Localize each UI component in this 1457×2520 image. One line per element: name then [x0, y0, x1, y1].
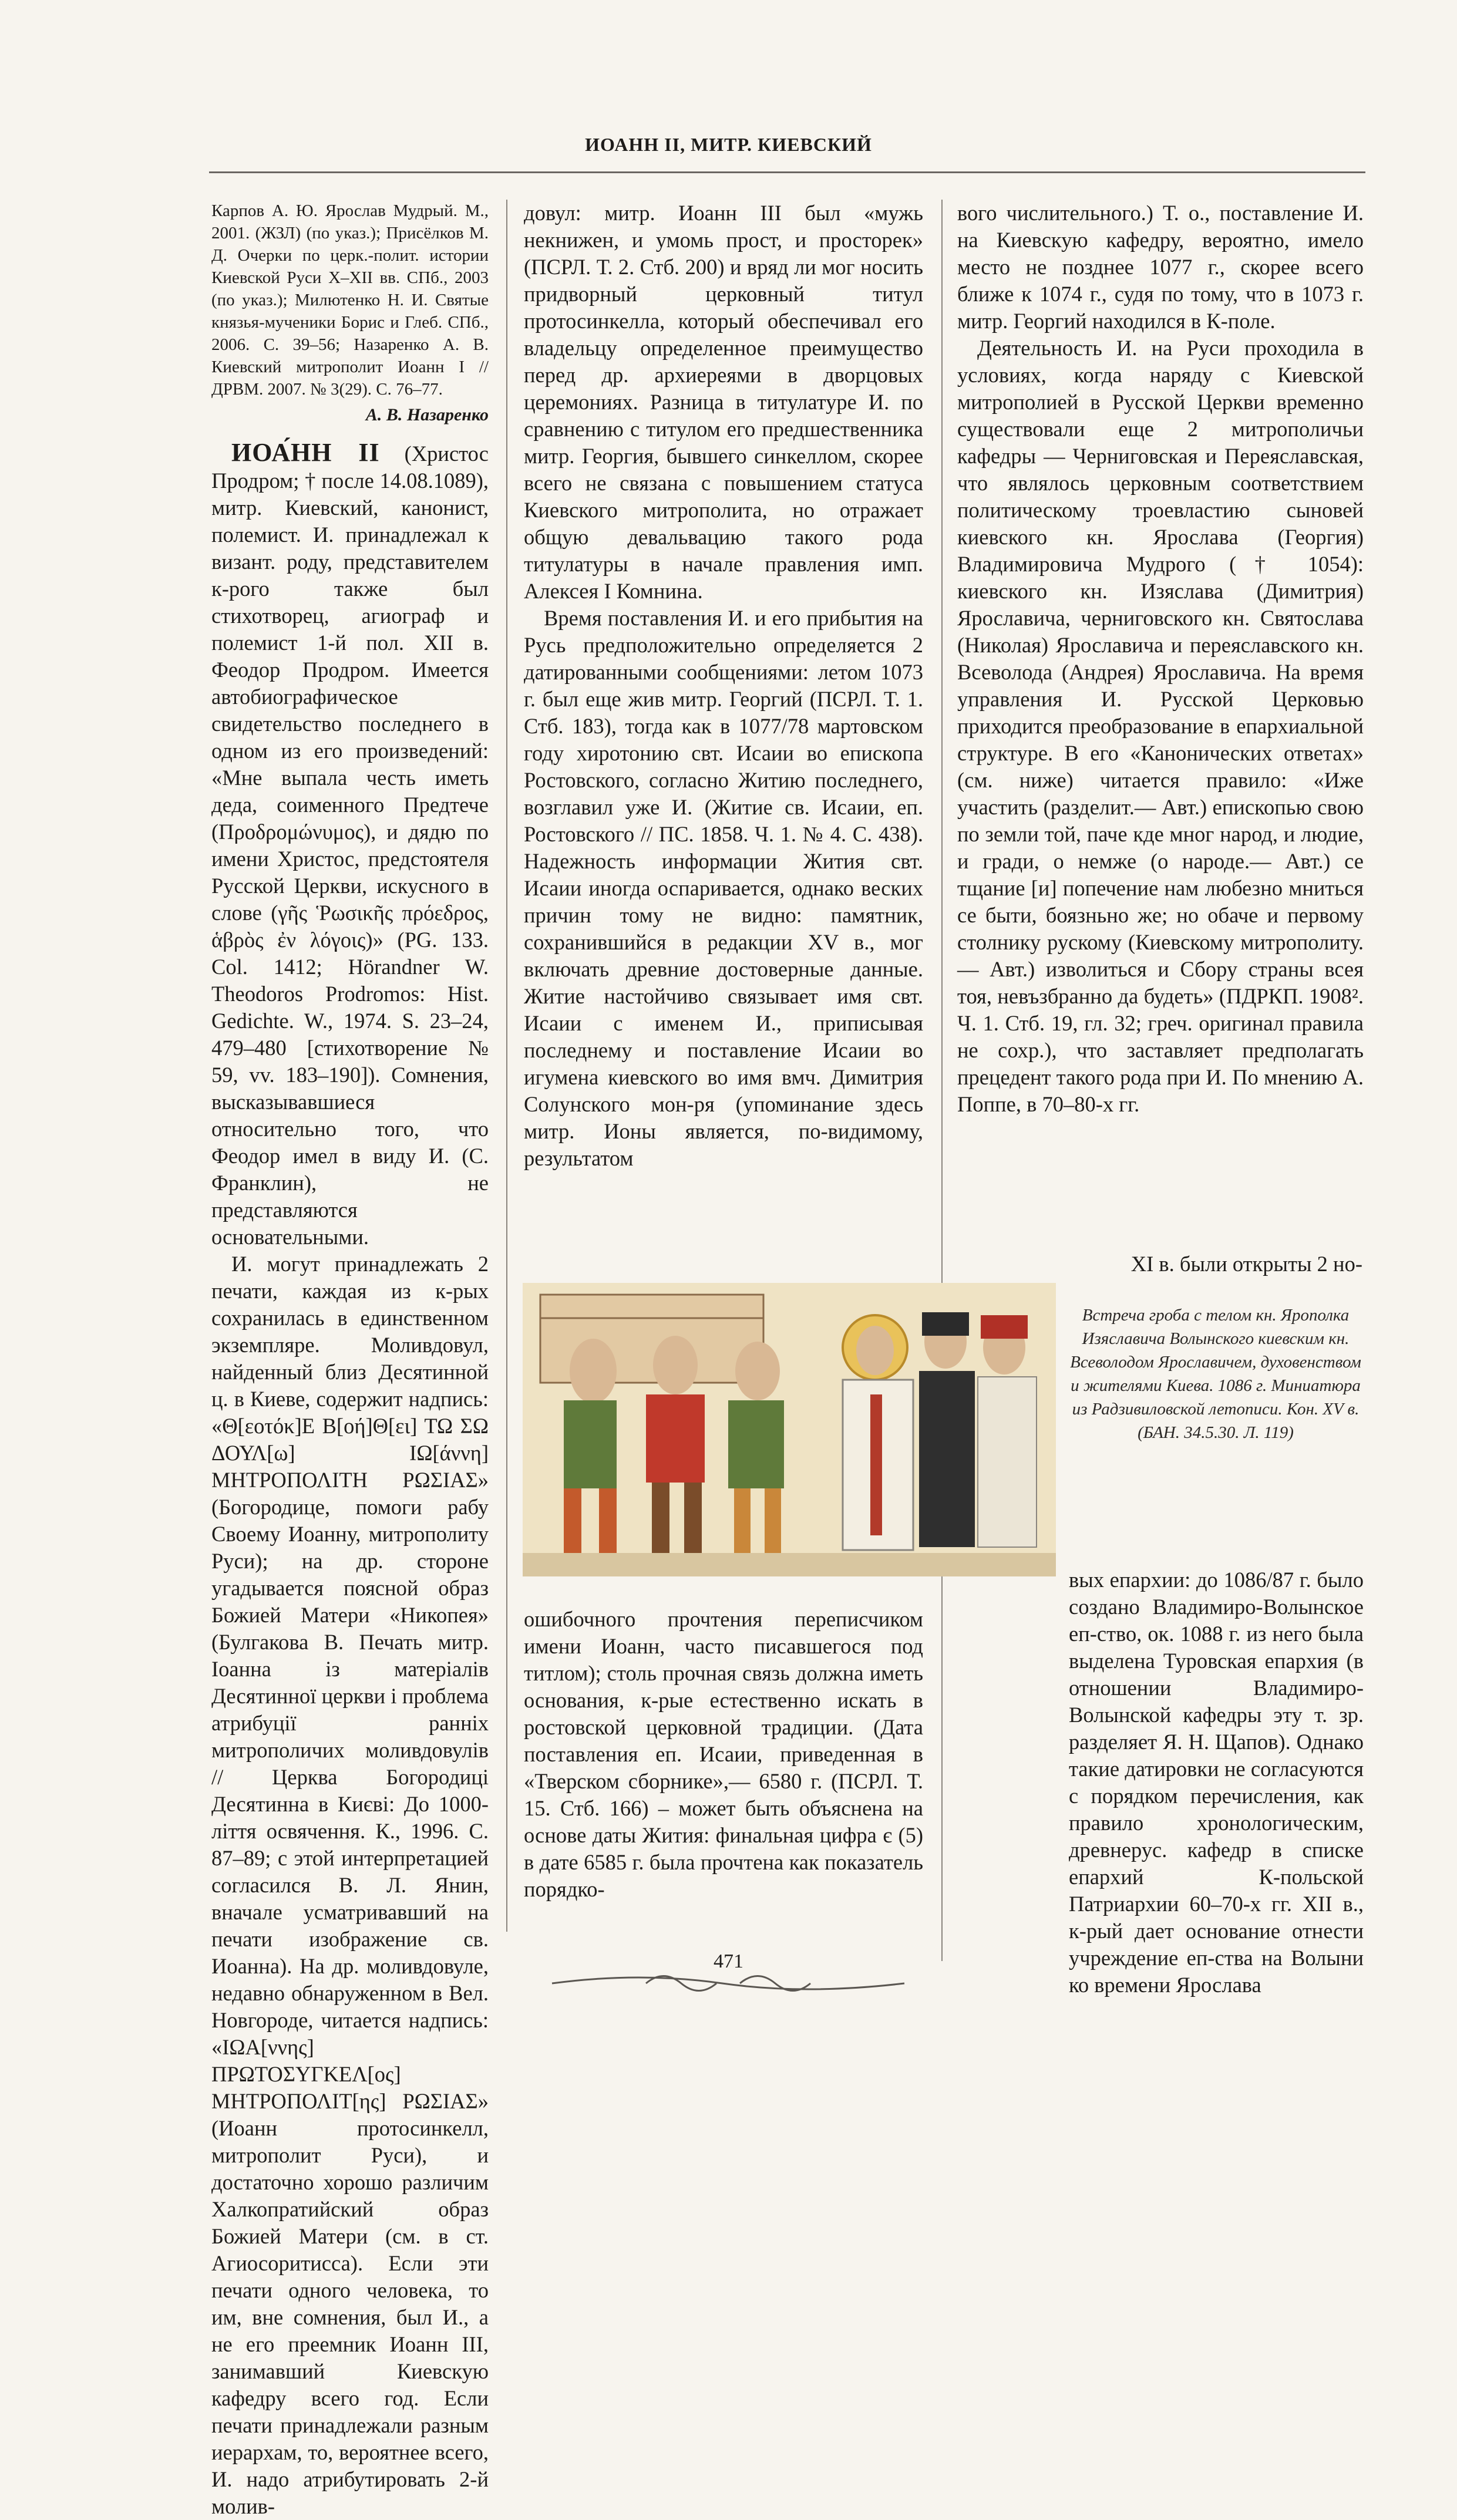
- entry-title: ИОА́НН II: [231, 438, 380, 467]
- paragraph: Деятельность И. на Руси проходила в условиях, когда наряду с Киевской митрополией в Русской Церкви временно существовали еще 2 митрополичьи кафедры — Черниговская и Переяславская, что являлось церковным соответствием политическому троевластию сыновей киевского кн. Ярослава (Георгия) Владимировича Мудрого († 1054): киевского кн. Изяслава (Димитрия) Ярославича, черниговского кн. Святослава (Николая) Ярославича и переяславского кн. Всеволода (Андрея) Ярославича. На время управления И. Русской Церковью приходится преобразование в епархиальной структуре. В его «Канонических ответах» (см. ниже) читается правило: «Иже участить (разделит.— Авт.) епископью свою по земли той, паче кде мног народ, и людие, и гради, о немже (о народе.— Авт.) се тщание [и] попечение нам любезно мниться се быти, боязньно же; но обаче и первому столнику рускому (Киевскому митрополиту.— Авт.) изволиться и Сбору страны всея тоя, невъзбранно да будеть» (ПДРКП. 1908². Ч. 1. Стб. 19, гл. 32; греч. оригинал правила не сохр.), что заставляет предполагать прецедент такого рода при И. По мнению А. Поппе, в 70–80-х гг.: [957, 336, 1364, 1116]
- bibliography: Карпов А. Ю. Ярослав Мудрый. М., 2001. (ЖЗЛ) (по указ.); Присёлков М. Д. Очерки по церк.-полит. истории Киевской Руси X–XII вв. СПб., 2003 (по указ.); Милютенко Н. И. Святые князья-мученики Борис и Глеб. СПб., 2006. С. 39–56; Назаренко А. В. Киевский митрополит Иоанн I // ДРВМ. 2007. № 3(29). С. 76–77.: [211, 201, 489, 399]
- header-rule: [209, 171, 1365, 173]
- entry-text: (Христос Продром; † после 14.08.1089), митр. Киевский, канонист, полемист. И. принадлежал к визант. роду, представителем к-рого также был стихотворец, агиограф и полемист 1-й пол. XII в. Феодор Продром. Имеется автобиографическое свидетельство последнего в одном из его произведений: «Мне выпала честь иметь деда, соименного Предтече (Προδρομώνυμος), и дядю по имени Христос, предстоятеля Русской Церкви, искусного в слове (γῆς Ῥωσικῆς πρόεδρος, ἁβρὸς ἐν λόγοις)» (PG. 133. Col. 1412; Hörandner W. Theodoros Prodromos: Hist. Gedichte. W., 1974. S. 23–24, 479–480 [стихотворение № 59, vv. 183–190]). Сомнения, высказывавшиеся относительно того, что Феодор имел в виду И. (С. Франклин), не представляются основательными.: [211, 442, 489, 1249]
- miniature-drawing: [523, 1283, 1056, 1576]
- ornament-drawing: [546, 1966, 910, 2001]
- ornament-icon: [546, 1966, 910, 2001]
- column-3: [957, 200, 1364, 1118]
- paragraph: И. могут принадлежать 2 печати, каждая из к-рых сохранилась в единственном экземпляре. Моливдовул, найденный близ Десятинной ц. в Киеве, содержит надпись: «Θ[εοτόκ]Ε Β[οή]Θ[ει] ΤΩ ΣΩ ΔΟΥΛ[ω] ΙΩ[άννη] ΜΗΤΡΟΠΟΛΙΤΗ ΡΩΣΙΑΣ» (Богородице, помоги рабу Своему Иоанну, митрополиту Руси); на др. стороне угадывается поясной образ Божией Матери «Никопея» (Булгакова В. Печать митр. Іоанна із матеріалів Десятинної церкви і проблема атрибуції ранніх митрополичих моливдовулів // Церква Богородиці Десятинна в Києві: До 1000-ліття освячення. К., 1996. С. 87–89; с этой интерпретацией согласился В. Л. Янин, вначале усматривавший на печати изображение св. Иоанна). На др. моливдовуле, недавно обнаруженном в Вел. Новгороде, читается надпись: «ΙΩΑ[ννης] ΠΡΩΤΟΣΥΓΚΕΛ[ος] ΜΗΤΡΟΠΟΛΙΤ[ης] ΡΩΣΙΑΣ» (Иоанн протосинкелл, митрополит Руси), и достаточно хорошо различим Халкопратийский образ Божией Матери (см. в ст. Агиосоритисса). Если эти печати одного человека, то им, вне сомнения, был И., а не его преемник Иоанн III, занимавший Киевскую кафедру всего год. Если печати принадлежали разным иерархам, то, вероятнее всего, И. надо атрибутировать 2-й молив-: [211, 1252, 489, 2518]
- column-divider: [941, 200, 943, 1961]
- paragraph: ошибочного прочтения переписчиком имени Иоанн, часто писавшегося под титлом); столь прочная связь должна иметь основания, к-рые естественно искать в ростовской церковной традиции. (Дата поставления еп. Исаии, приведенная в «Тверском сборнике»,— 6580 г. (ПСРЛ. Т. 15. Стб. 166) – может быть объяснена на основе даты Жития: финальная цифра є (5) в дате 6585 г. была прочтена как показатель порядко-: [524, 1607, 923, 1901]
- miniature-illustration: [523, 1283, 1056, 1576]
- column-2-lower: [524, 1606, 923, 1903]
- column-2: [524, 200, 923, 1172]
- entry-paragraph: [211, 439, 489, 1251]
- article-author: А. В. Назаренко: [365, 405, 489, 425]
- column-divider: [506, 200, 507, 1932]
- page-number: 471: [714, 1950, 743, 1972]
- figure-caption: Встреча гроба с телом кн. Ярополка Изяславича Волынского киевским кн. Всеволодом Ярославичем, духовенством и жителями Киева. 1086 г. Миниатюра из Радзивиловской летописи. Кон. XV в. (БАН. 34.5.30. Л. 119): [1070, 1306, 1361, 1442]
- paragraph-continuation: XI в. были открыты 2 но-: [1130, 1252, 1362, 1276]
- paragraph: довул: митр. Иоанн III был «мужь некнижен, и умомь прост, и просторек» (ПСРЛ. Т. 2. Стб. 200) и вряд ли мог носить придворный церковный титул протосинкелла, который обеспечивал его владельцу определенное преимущество перед др. архиереями в дворцовых церемониях. Разница в титулатуре И. по сравнению с титулом его предшественника митр. Георгия, бывшего синкеллом, скорее всего не связана с повышением статуса Киевского митрополита, но отражает общую девальвацию такого рода титулатуры в начале правления имп. Алексея I Комнина.: [524, 201, 923, 603]
- column-3-lower: [1069, 1566, 1364, 1999]
- paragraph: вого числительного.) Т. о., поставление И. на Киевскую кафедру, вероятно, имело место не позднее 1077 г., скорее всего ближе к 1074 г., судя по тому, что в 1073 г. митр. Георгий находился в К-поле.: [957, 201, 1364, 333]
- paragraph: Время поставления И. и его прибытия на Русь предположительно определяется 2 датированными сообщениями: летом 1073 г. был еще жив митр. Георгий (ПСРЛ. Т. 1. Стб. 183), тогда как в 1077/78 мартовском году хиротонию свт. Исаии во епископа Ростовского, согласно Житию последнего, возглавил уже И. (Житие св. Исаии, еп. Ростовского // ПС. 1858. Ч. 1. № 4. С. 438). Надежность информации Жития свт. Исаии иногда оспаривается, однако веских причин тому не видно: памятник, сохранившийся в редакции XV в., мог включать древние достоверные данные. Житие настойчиво связывает имя свт. Исаии с именем И., приписывая последнему и поставление Исаии во игумена киевского во имя вмч. Димитрия Солунского мон-ря (упоминание здесь митр. Ионы является, по-видимому, результатом: [524, 606, 923, 1170]
- running-head: ИОАНН II, МИТР. КИЕВСКИЙ: [585, 134, 872, 155]
- column-1: [211, 200, 489, 2520]
- paragraph: вых епархии: до 1086/87 г. было создано Владимиро-Волынское еп-ство, ок. 1088 г. из него была выделена Туровская епархия (в отношении Владимиро-Волынской кафедры эту т. зр. разделяет Я. Н. Щапов). Однако такие датировки не согласуются с порядком перечисления, как правило хронологическим, древнерус. кафедр в списке епархий К-польской Патриархии 60–70-х гг. XII в., к-рый дает основание отнести учреждение еп-ства на Волыни ко времени Ярослава: [1069, 1568, 1364, 1997]
- column-3-line: [1069, 1251, 1362, 1278]
